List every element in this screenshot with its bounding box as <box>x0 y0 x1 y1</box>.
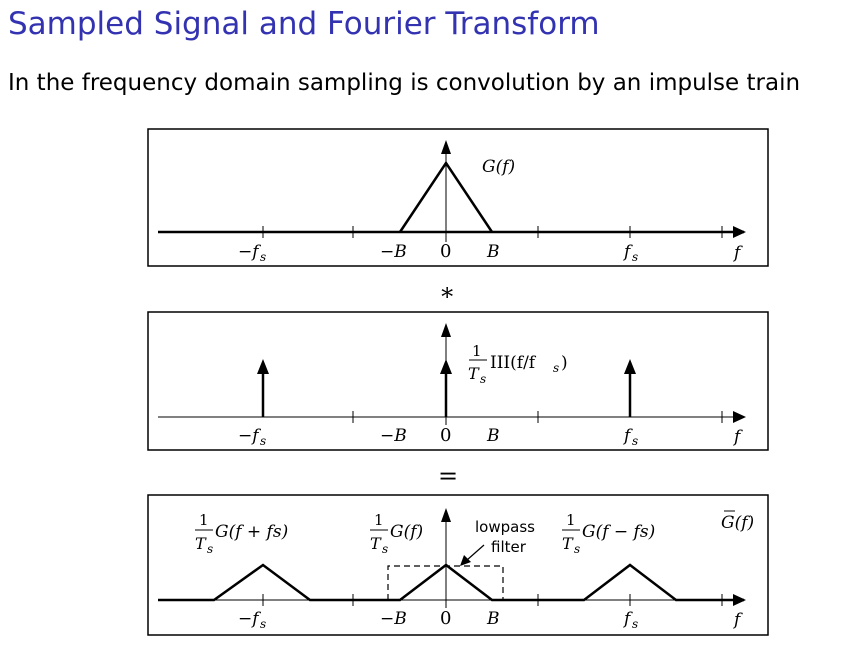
lowpass-label-line1: lowpass <box>475 518 535 536</box>
svg-text:G(f): G(f) <box>721 513 755 533</box>
svg-text:0: 0 <box>440 425 452 446</box>
tick-labels <box>238 241 743 264</box>
iii-end: ) <box>561 353 568 373</box>
svg-text:f: f <box>734 427 741 447</box>
svg-text:B: B <box>487 609 500 629</box>
slide-title: Sampled Signal and Fourier Transform <box>8 6 600 42</box>
replicated-spectrum <box>158 565 744 600</box>
frac-s: s <box>480 372 487 386</box>
frac-one: 1 <box>472 342 482 360</box>
svg-text:T: T <box>195 534 206 553</box>
vertical-arrowhead <box>441 323 451 337</box>
svg-text:s: s <box>382 542 389 556</box>
svg-text:−f: −f <box>238 426 259 446</box>
slide-subtitle: In the frequency domain sampling is convolution by an impulse train <box>8 70 801 96</box>
tick-labels <box>238 425 743 448</box>
impulse-train-label <box>468 342 568 386</box>
svg-text:G(f − fs): G(f − fs) <box>582 522 656 542</box>
tick-neg-fs-sub: s <box>260 250 267 264</box>
svg-text:f: f <box>734 610 741 630</box>
panel-spectrum <box>148 129 768 266</box>
tick-neg-b: −B <box>380 242 407 262</box>
tick-zero: 0 <box>440 241 452 262</box>
svg-text:T: T <box>370 534 381 553</box>
equals-operator: = <box>438 462 459 490</box>
vertical-arrowhead <box>441 140 451 154</box>
panel-sampled-spectrum <box>148 495 768 635</box>
svg-text:s: s <box>207 542 214 556</box>
left-replica-label <box>195 511 288 556</box>
panel-impulse-train <box>148 312 768 450</box>
axis-arrowhead <box>733 226 746 238</box>
svg-text:−B: −B <box>380 609 407 629</box>
svg-text:1: 1 <box>199 511 209 529</box>
svg-text:s: s <box>260 434 267 448</box>
tick-f: f <box>734 243 741 263</box>
lowpass-pointer <box>467 545 484 560</box>
center-replica-label <box>370 511 423 556</box>
g-bar-label <box>721 511 754 533</box>
svg-text:s: s <box>260 617 267 631</box>
tick-b: B <box>487 242 500 262</box>
vertical-arrowhead <box>441 508 451 522</box>
iii-sub: s <box>553 361 560 375</box>
svg-text:B: B <box>487 426 500 446</box>
lowpass-pointer-head <box>460 555 471 566</box>
frac-t: T <box>468 364 479 383</box>
svg-text:1: 1 <box>374 511 384 529</box>
iii-label: III(f/f <box>490 353 536 373</box>
svg-text:f: f <box>624 609 631 629</box>
lowpass-label-line2: filter <box>491 538 526 556</box>
tick-fs: f <box>624 242 631 262</box>
svg-text:−f: −f <box>238 609 259 629</box>
impulse-arrowhead <box>440 359 452 374</box>
svg-text:0: 0 <box>440 608 452 629</box>
g-of-f-label: G(f) <box>482 157 516 177</box>
tick-labels <box>238 608 743 631</box>
impulse-arrowhead <box>257 359 269 374</box>
svg-text:s: s <box>632 434 639 448</box>
tick-neg-fs: −f <box>238 242 259 262</box>
svg-text:s: s <box>574 542 581 556</box>
svg-text:1: 1 <box>566 511 576 529</box>
svg-text:f: f <box>624 426 631 446</box>
svg-text:s: s <box>632 617 639 631</box>
svg-text:G(f + fs): G(f + fs) <box>215 522 289 542</box>
svg-text:−B: −B <box>380 426 407 446</box>
svg-text:T: T <box>562 534 573 553</box>
right-replica-label <box>562 511 655 556</box>
tick-fs-sub: s <box>632 250 639 264</box>
convolution-operator: ∗ <box>439 278 456 306</box>
svg-text:G(f): G(f) <box>390 522 424 542</box>
axis-arrowhead <box>733 411 746 423</box>
impulse-arrowhead <box>624 359 636 374</box>
